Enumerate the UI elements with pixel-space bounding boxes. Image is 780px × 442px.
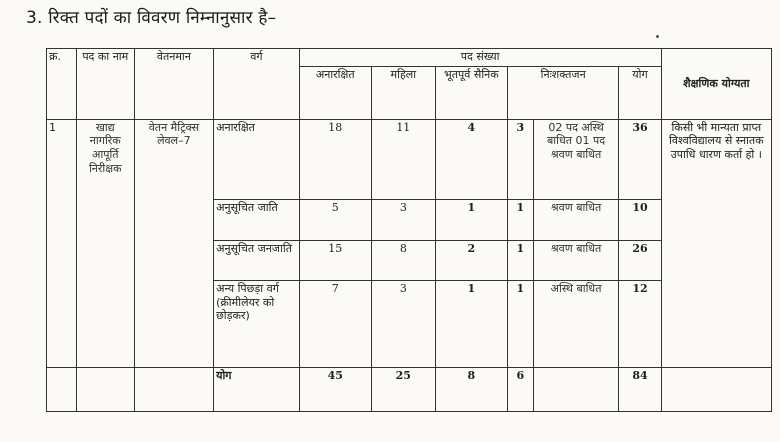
header-disabled: निःशक्तजन [507, 67, 618, 119]
cell-unreserved: 5 [299, 200, 371, 240]
header-qualification: शैक्षणिक योग्यता [661, 49, 771, 120]
totals-total: 84 [619, 367, 661, 411]
row-qualification: किसी भी मान्यता प्राप्त विश्वविद्यालय से स्नातक उपाधि धारण कर्ता हो । [661, 119, 771, 367]
totals-disabled: 6 [507, 367, 533, 411]
row-pay-scale: वेतन मैट्रिक्स लेवल–7 [134, 119, 213, 367]
cell-unreserved: 18 [299, 119, 371, 200]
totals-ex-servicemen: 8 [435, 367, 507, 411]
category-name: अन्य पिछड़ा वर्ग (क्रीमीलेयर को छोड़कर) [214, 280, 300, 367]
totals-empty-serial [47, 367, 77, 411]
cell-disabled-detail: श्रवण बाधित [533, 240, 619, 280]
cell-disabled-detail: श्रवण बाधित [533, 200, 619, 240]
row-serial: 1 [47, 119, 77, 367]
totals-row [47, 367, 772, 411]
scan-speck [656, 35, 659, 38]
header-unreserved: अनारक्षित [299, 67, 371, 119]
totals-empty-post [76, 367, 134, 411]
totals-label: योग [214, 367, 300, 411]
cell-ex-servicemen: 4 [435, 119, 507, 200]
category-name: अनुसूचित जनजाति [214, 240, 300, 280]
row-post-name: खाद्य नागरिक आपूर्ति निरीक्षक [76, 119, 134, 367]
totals-women: 25 [371, 367, 435, 411]
vacancy-table [46, 48, 772, 412]
cell-disabled: 1 [507, 240, 533, 280]
cell-unreserved: 7 [299, 280, 371, 367]
cell-disabled-detail: 02 पद अस्थि बाधित 01 पद श्रवण बाधित [533, 119, 619, 200]
category-name: अनारक्षित [214, 119, 300, 200]
totals-empty-pay [134, 367, 213, 411]
header-category: वर्ग [214, 49, 300, 120]
cell-disabled: 3 [507, 119, 533, 200]
section-heading: 3. रिक्त पदों का विवरण निम्नानुसार है– [26, 8, 277, 28]
header-ex-servicemen: भूतपूर्व सैनिक [435, 67, 507, 119]
header-pay-scale: वेतनमान [134, 49, 213, 120]
cell-total: 12 [619, 280, 661, 367]
cell-total: 10 [619, 200, 661, 240]
header-women: महिला [371, 67, 435, 119]
header-row-1 [47, 49, 772, 67]
cell-disabled: 1 [507, 200, 533, 240]
cell-women: 3 [371, 280, 435, 367]
cell-total: 36 [619, 119, 661, 200]
table-row [47, 119, 772, 200]
cell-unreserved: 15 [299, 240, 371, 280]
totals-unreserved: 45 [299, 367, 371, 411]
totals-empty-detail [533, 367, 619, 411]
cell-disabled: 1 [507, 280, 533, 367]
cell-women: 8 [371, 240, 435, 280]
cell-ex-servicemen: 1 [435, 280, 507, 367]
totals-empty-qualification [661, 367, 771, 411]
header-serial: क्र. [47, 49, 77, 120]
cell-women: 3 [371, 200, 435, 240]
cell-ex-servicemen: 2 [435, 240, 507, 280]
cell-disabled-detail: अस्थि बाधित [533, 280, 619, 367]
header-post-name: पद का नाम [76, 49, 134, 120]
category-name: अनुसूचित जाति [214, 200, 300, 240]
cell-ex-servicemen: 1 [435, 200, 507, 240]
header-post-count: पद संख्या [299, 49, 661, 67]
cell-total: 26 [619, 240, 661, 280]
cell-women: 11 [371, 119, 435, 200]
header-total: योग [619, 67, 661, 119]
